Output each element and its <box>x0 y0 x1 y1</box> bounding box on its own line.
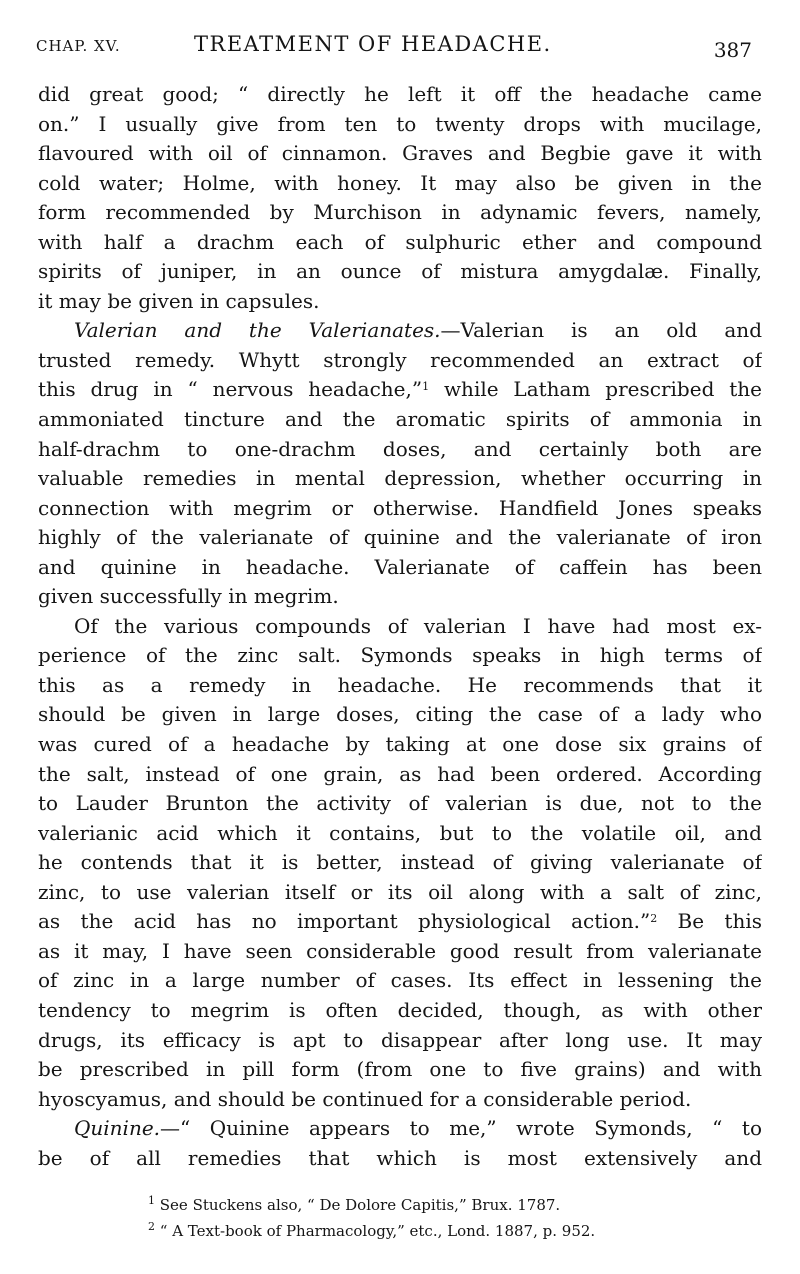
text-line: should be given in large doses, citing the case of a lady who <box>38 702 762 727</box>
paragraph-valerian <box>38 316 762 611</box>
text-line: ammoniated tincture and the aromatic spirits of ammonia in <box>38 407 762 432</box>
section-heading-valerian: Valerian and the Valerianates. <box>74 318 441 343</box>
text-line: he contends that it is better, instead of giving valerianate of <box>38 850 762 875</box>
footnote-2 <box>148 1218 748 1244</box>
running-header <box>36 32 766 62</box>
text-line: it may be given in capsules. <box>38 288 320 313</box>
text-line: perience of the zinc salt. Symonds speaks in high terms of <box>38 643 762 668</box>
text-line: of zinc in a large number of cases. Its effect in lessening the <box>38 968 762 993</box>
line-text: this drug in “ nervous headache,” <box>38 377 423 402</box>
text-line: on.” I usually give from ten to twenty drops with mucilage, <box>38 111 762 136</box>
footnote-text: “ A Text-book of Pharmacology,” etc., Lond. 1887, p. 952. <box>155 1222 596 1240</box>
text-line: drugs, its efficacy is apt to disappear after long use. It may <box>38 1027 762 1052</box>
text-line: be of all remedies that which is most extensively and <box>38 1145 762 1170</box>
text-line: was cured of a headache by taking at one dose six grains of <box>38 732 762 757</box>
text-line: Of the various compounds of valerian I have had most ex- <box>74 613 762 638</box>
text-line: as it may, I have seen considerable good result from valerianate <box>38 938 762 963</box>
text-line: zinc, to use valerian itself or its oil along with a salt of zinc, <box>38 879 762 904</box>
text-line: flavoured with oil of cinnamon. Graves and Begbie gave it with <box>38 141 762 166</box>
text-line: connection with megrim or otherwise. Handfield Jones speaks <box>38 495 762 520</box>
text-line: half-drachm to one-drachm doses, and certainly both are <box>38 436 762 461</box>
text-line: trusted remedy. Whytt strongly recommended an extract of <box>38 347 762 372</box>
footnote-1 <box>148 1192 748 1218</box>
text-line <box>38 375 762 405</box>
page-number: 387 <box>713 38 752 62</box>
text-line <box>38 316 762 346</box>
text-line: be prescribed in pill form (from one to five grains) and with <box>38 1057 762 1082</box>
footnote-text: See Stuckens also, “ De Dolore Capitis,” Brux. 1787. <box>155 1196 561 1214</box>
line-text: —“ Quinine appears to me,” wrote Symonds, “ to <box>160 1116 762 1141</box>
line-text: Be this <box>657 909 762 934</box>
line-text: while Latham prescribed the <box>429 377 762 402</box>
footnote-marker: 1 <box>148 1194 155 1207</box>
paragraph-quinine <box>38 1114 762 1173</box>
footnote-ref-2[interactable]: 2 <box>650 912 658 926</box>
body-text <box>38 80 762 1173</box>
footnotes <box>148 1192 748 1244</box>
text-line <box>38 1114 762 1144</box>
text-line: did great good; “ directly he left it off the headache came <box>38 82 762 106</box>
footnote-marker: 2 <box>148 1220 155 1233</box>
text-line: valerianic acid which it contains, but to the volatile oil, and <box>38 820 762 845</box>
text-line: this as a remedy in headache. He recommends that it <box>38 672 762 697</box>
text-line: and quinine in headache. Valerianate of caffein has been <box>38 554 762 579</box>
text-line: hyoscyamus, and should be continued for a considerable period. <box>38 1086 692 1111</box>
paragraph-zinc <box>38 612 762 1114</box>
line-text: —Valerian is an old and <box>440 318 762 343</box>
footnote-ref-1[interactable]: 1 <box>422 380 430 394</box>
text-line: highly of the valerianate of quinine and the valerianate of iron <box>38 525 762 550</box>
text-line: with half a drachm each of sulphuric ether and compound <box>38 229 762 254</box>
text-line: tendency to megrim is often decided, though, as with other <box>38 997 762 1022</box>
text-line: the salt, instead of one grain, as had been ordered. According <box>38 761 762 786</box>
running-title: TREATMENT OF HEADACHE. <box>194 32 552 56</box>
text-line: to Lauder Brunton the activity of valerian is due, not to the <box>38 791 762 816</box>
text-line <box>38 907 762 937</box>
text-line: given successfully in megrim. <box>38 584 339 609</box>
chapter-label: CHAP. XV. <box>36 37 121 55</box>
text-line: cold water; Holme, with honey. It may also be given in the <box>38 170 762 195</box>
line-text: as the acid has no important physiological action.” <box>38 909 651 934</box>
text-line: valuable remedies in mental depression, whether occurring in <box>38 466 762 491</box>
section-heading-quinine: Quinine. <box>74 1116 161 1141</box>
text-line: form recommended by Murchison in adynamic fevers, namely, <box>38 200 762 225</box>
text-line: spirits of juniper, in an ounce of mistura amygdalæ. Finally, <box>38 259 762 284</box>
paragraph-1 <box>38 80 762 316</box>
